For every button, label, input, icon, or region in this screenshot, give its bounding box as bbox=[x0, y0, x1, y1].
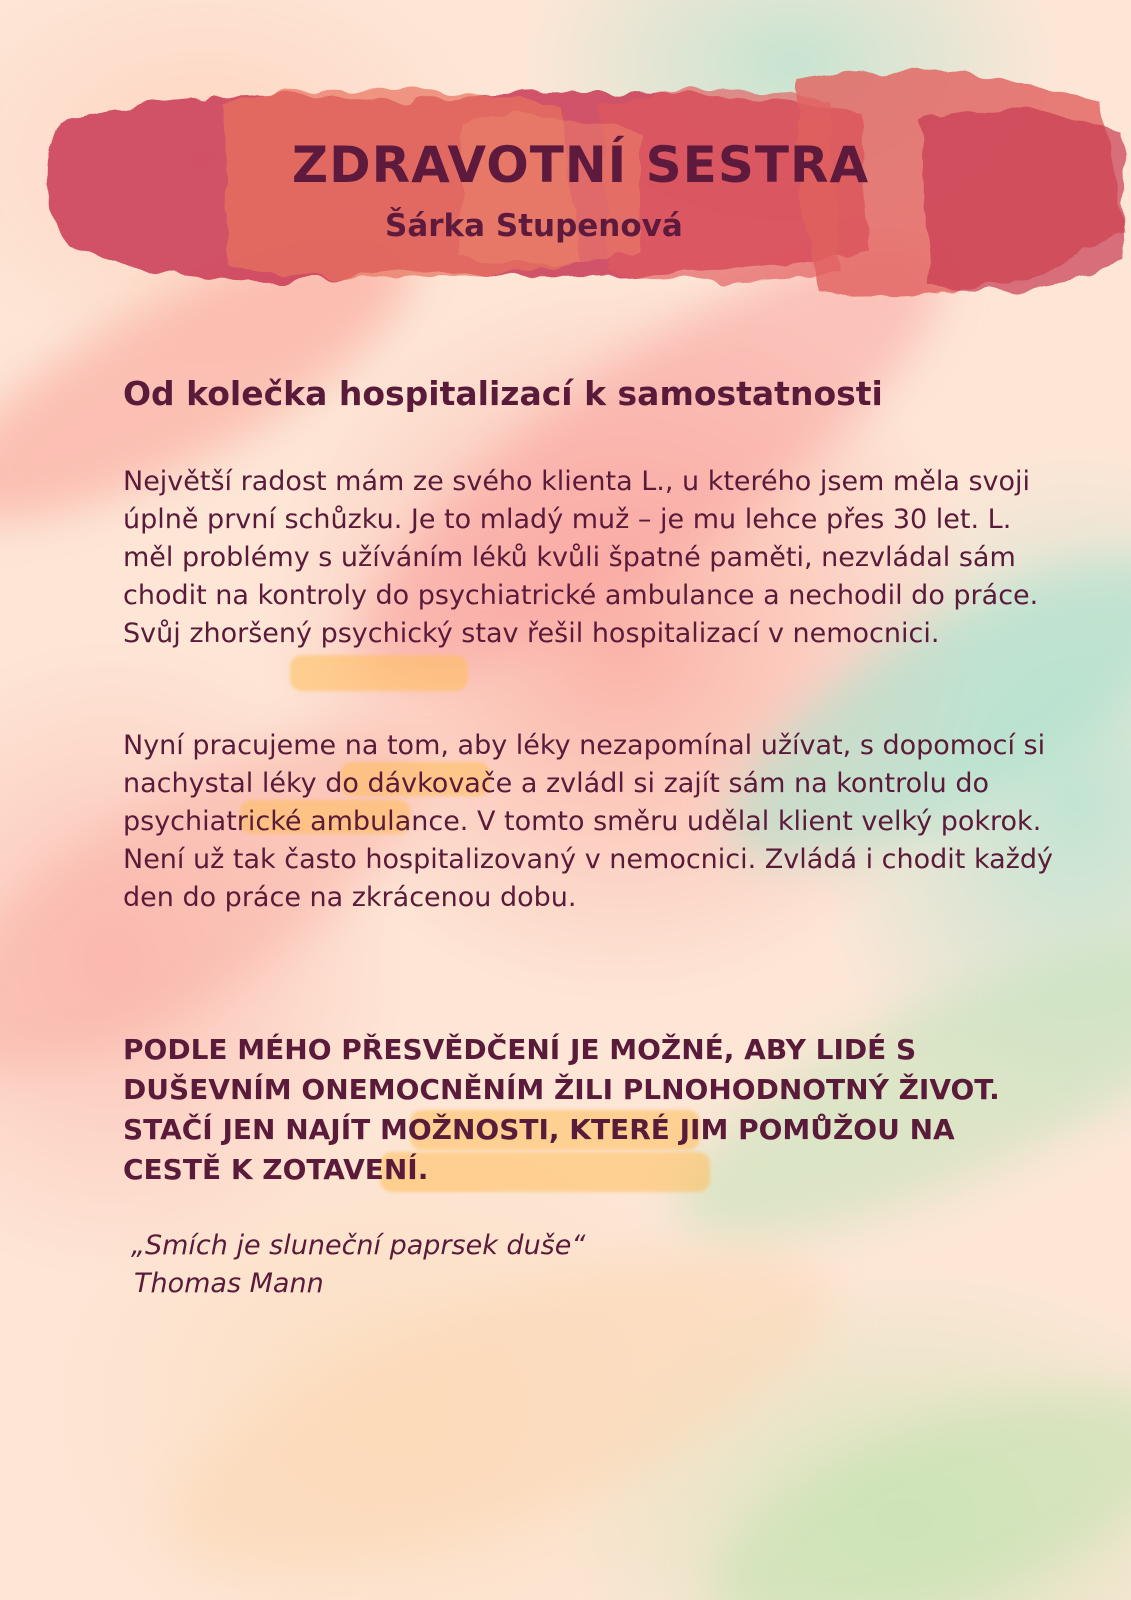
quote-author: Thomas Mann bbox=[134, 1268, 324, 1299]
statement: PODLE MÉHO PŘESVĚDČENÍ JE MOŽNÉ, ABY LIDÉ S DUŠEVNÍM ONEMOCNĚNÍM ŽILI PLNOHODNOTNÝ ŽIVOT. STAČÍ JEN NAJÍT MOŽNOSTI, KTERÉ JIM POMŮŽOU NA CESTĚ K ZOTAVENÍ. bbox=[123, 1033, 1000, 1186]
highlight-hospitalizaci bbox=[290, 655, 468, 691]
page-title: ZDRAVOTNÍ SESTRA bbox=[291, 136, 870, 194]
article-paragraph-1: Největší radost mám ze svého klienta L., u kterého jsem měla svoji úplně první schůzku. Je to mladý muž – je mu lehce přes 30 let. L. měl problémy s užíváním léků kvůli špatné paměti, nezvládal sám chodit na kontroly do psychiatrické ambulance a nechodil do práce. Svůj zhoršený psychický stav řešil hospitalizací v nemocnici. bbox=[123, 466, 1039, 649]
quote-text: „Smích je sluneční paprsek duše“ bbox=[131, 1230, 586, 1261]
author-name: Šárka Stupenová bbox=[385, 208, 683, 244]
article-paragraph-2: Nyní pracujeme na tom, aby léky nezapomínal užívat, s dopomocí si nachystal léky do dávkovače a zvládl si zajít sám na kontrolu do psychiatrické ambulance. V tomto směru udělal klient velký pokrok. Není už tak často hospitalizovaný v nemocnici. Zvládá i chodit každý den do práce na zkrácenou dobu. bbox=[123, 730, 1053, 913]
article-heading: Od kolečka hospitalizací k samostatnosti bbox=[123, 374, 883, 413]
